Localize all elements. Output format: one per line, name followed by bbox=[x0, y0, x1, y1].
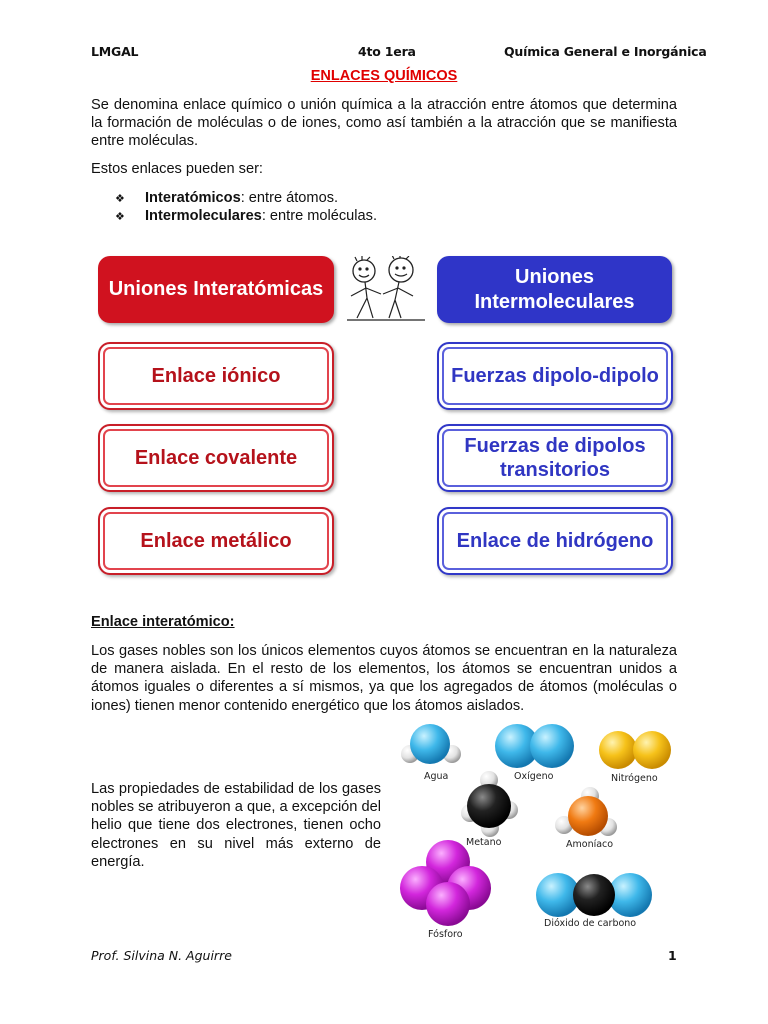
section-paragraph: Los gases nobles son los únicos elementos cuyos átomos se encuentran en la naturaleza de manera aislada. En el resto de los elementos, los átomos se encuentran unidos a átomos iguales o diferentes a sí mismos, ya que los agregados de átomos (moléculas o iones) tienen menor contenido energético que los átomos aislados. bbox=[91, 643, 677, 714]
oxigeno-molecule bbox=[495, 724, 574, 768]
diamond-bullet-icon: ❖ bbox=[115, 193, 125, 205]
amoniaco-molecule bbox=[555, 787, 617, 836]
bullet-interatomicos bbox=[115, 189, 338, 208]
bullet-term: Interatómicos bbox=[145, 190, 241, 206]
item-label: Enlace covalente bbox=[134, 446, 298, 469]
item-enlace-ionico bbox=[98, 342, 334, 410]
item-fuerzas-dipolo bbox=[437, 342, 673, 410]
item-label: Fuerzas de dipolos transitorios bbox=[464, 434, 646, 481]
bullet-desc: : entre moléculas. bbox=[261, 208, 377, 224]
header-right: Química General e Inorgánica bbox=[504, 44, 707, 59]
label-amoniaco: Amoníaco bbox=[566, 839, 614, 850]
item-enlace-covalente bbox=[98, 424, 334, 492]
fosforo-molecule bbox=[400, 840, 491, 926]
bullet-term: Intermoleculares bbox=[145, 208, 262, 224]
label-oxigeno: Oxígeno bbox=[514, 771, 554, 782]
item-enlace-hidrogeno bbox=[437, 507, 673, 575]
metano-molecule bbox=[461, 771, 518, 837]
bullet-intermoleculares bbox=[115, 207, 377, 226]
types-lead: Estos enlaces pueden ser: bbox=[91, 161, 263, 177]
diamond-bullet-icon: ❖ bbox=[115, 211, 125, 223]
bullet-desc: : entre átomos. bbox=[240, 190, 339, 206]
agua-molecule bbox=[401, 724, 461, 764]
molecules-illustration bbox=[392, 718, 682, 944]
label-fosforo: Fósforo bbox=[428, 929, 463, 940]
item-enlace-metalico bbox=[98, 507, 334, 575]
dioxido-molecule bbox=[536, 873, 652, 917]
head-intermoleculares bbox=[437, 256, 672, 323]
item-label: Enlace de hidrógeno bbox=[456, 529, 654, 552]
intro-paragraph: Se denomina enlace químico o unión química a la atracción entre átomos que determina la formación de moléculas o de iones, como así también a la atracción que se manifiesta entre moléculas. bbox=[91, 97, 677, 150]
label-nitrogeno: Nitrógeno bbox=[611, 773, 658, 784]
item-label: Enlace metálico bbox=[140, 529, 292, 552]
page-title: ENLACES QUÍMICOS bbox=[310, 68, 458, 84]
header-center: 4to 1era bbox=[358, 44, 416, 59]
head-interatomicas bbox=[98, 256, 334, 323]
item-label: Enlace iónico bbox=[151, 364, 281, 387]
page-number: 1 bbox=[668, 948, 677, 963]
header-left: LMGAL bbox=[91, 44, 139, 59]
item-dipolos-transitorios bbox=[437, 424, 673, 492]
label-agua: Agua bbox=[424, 771, 449, 782]
section-title: Enlace interatómico: bbox=[91, 614, 235, 630]
head-interatomicas-label: Uniones Interatómicas bbox=[108, 278, 324, 301]
footer-author: Prof. Silvina N. Aguirre bbox=[91, 948, 232, 963]
label-metano: Metano bbox=[466, 837, 502, 848]
handshake-figures-icon bbox=[337, 256, 435, 326]
nitrogeno-molecule bbox=[599, 731, 671, 769]
label-dioxido: Dióxido de carbono bbox=[544, 918, 637, 929]
head-intermoleculares-label: Uniones Intermoleculares bbox=[474, 266, 635, 313]
stability-paragraph: Las propiedades de estabilidad de los gases nobles se atribuyeron a que, a excepción del helio que tiene dos electrones, tienen ocho electrones en su nivel más externo de energía. bbox=[91, 781, 381, 870]
item-label: Fuerzas dipolo-dipolo bbox=[451, 364, 659, 387]
